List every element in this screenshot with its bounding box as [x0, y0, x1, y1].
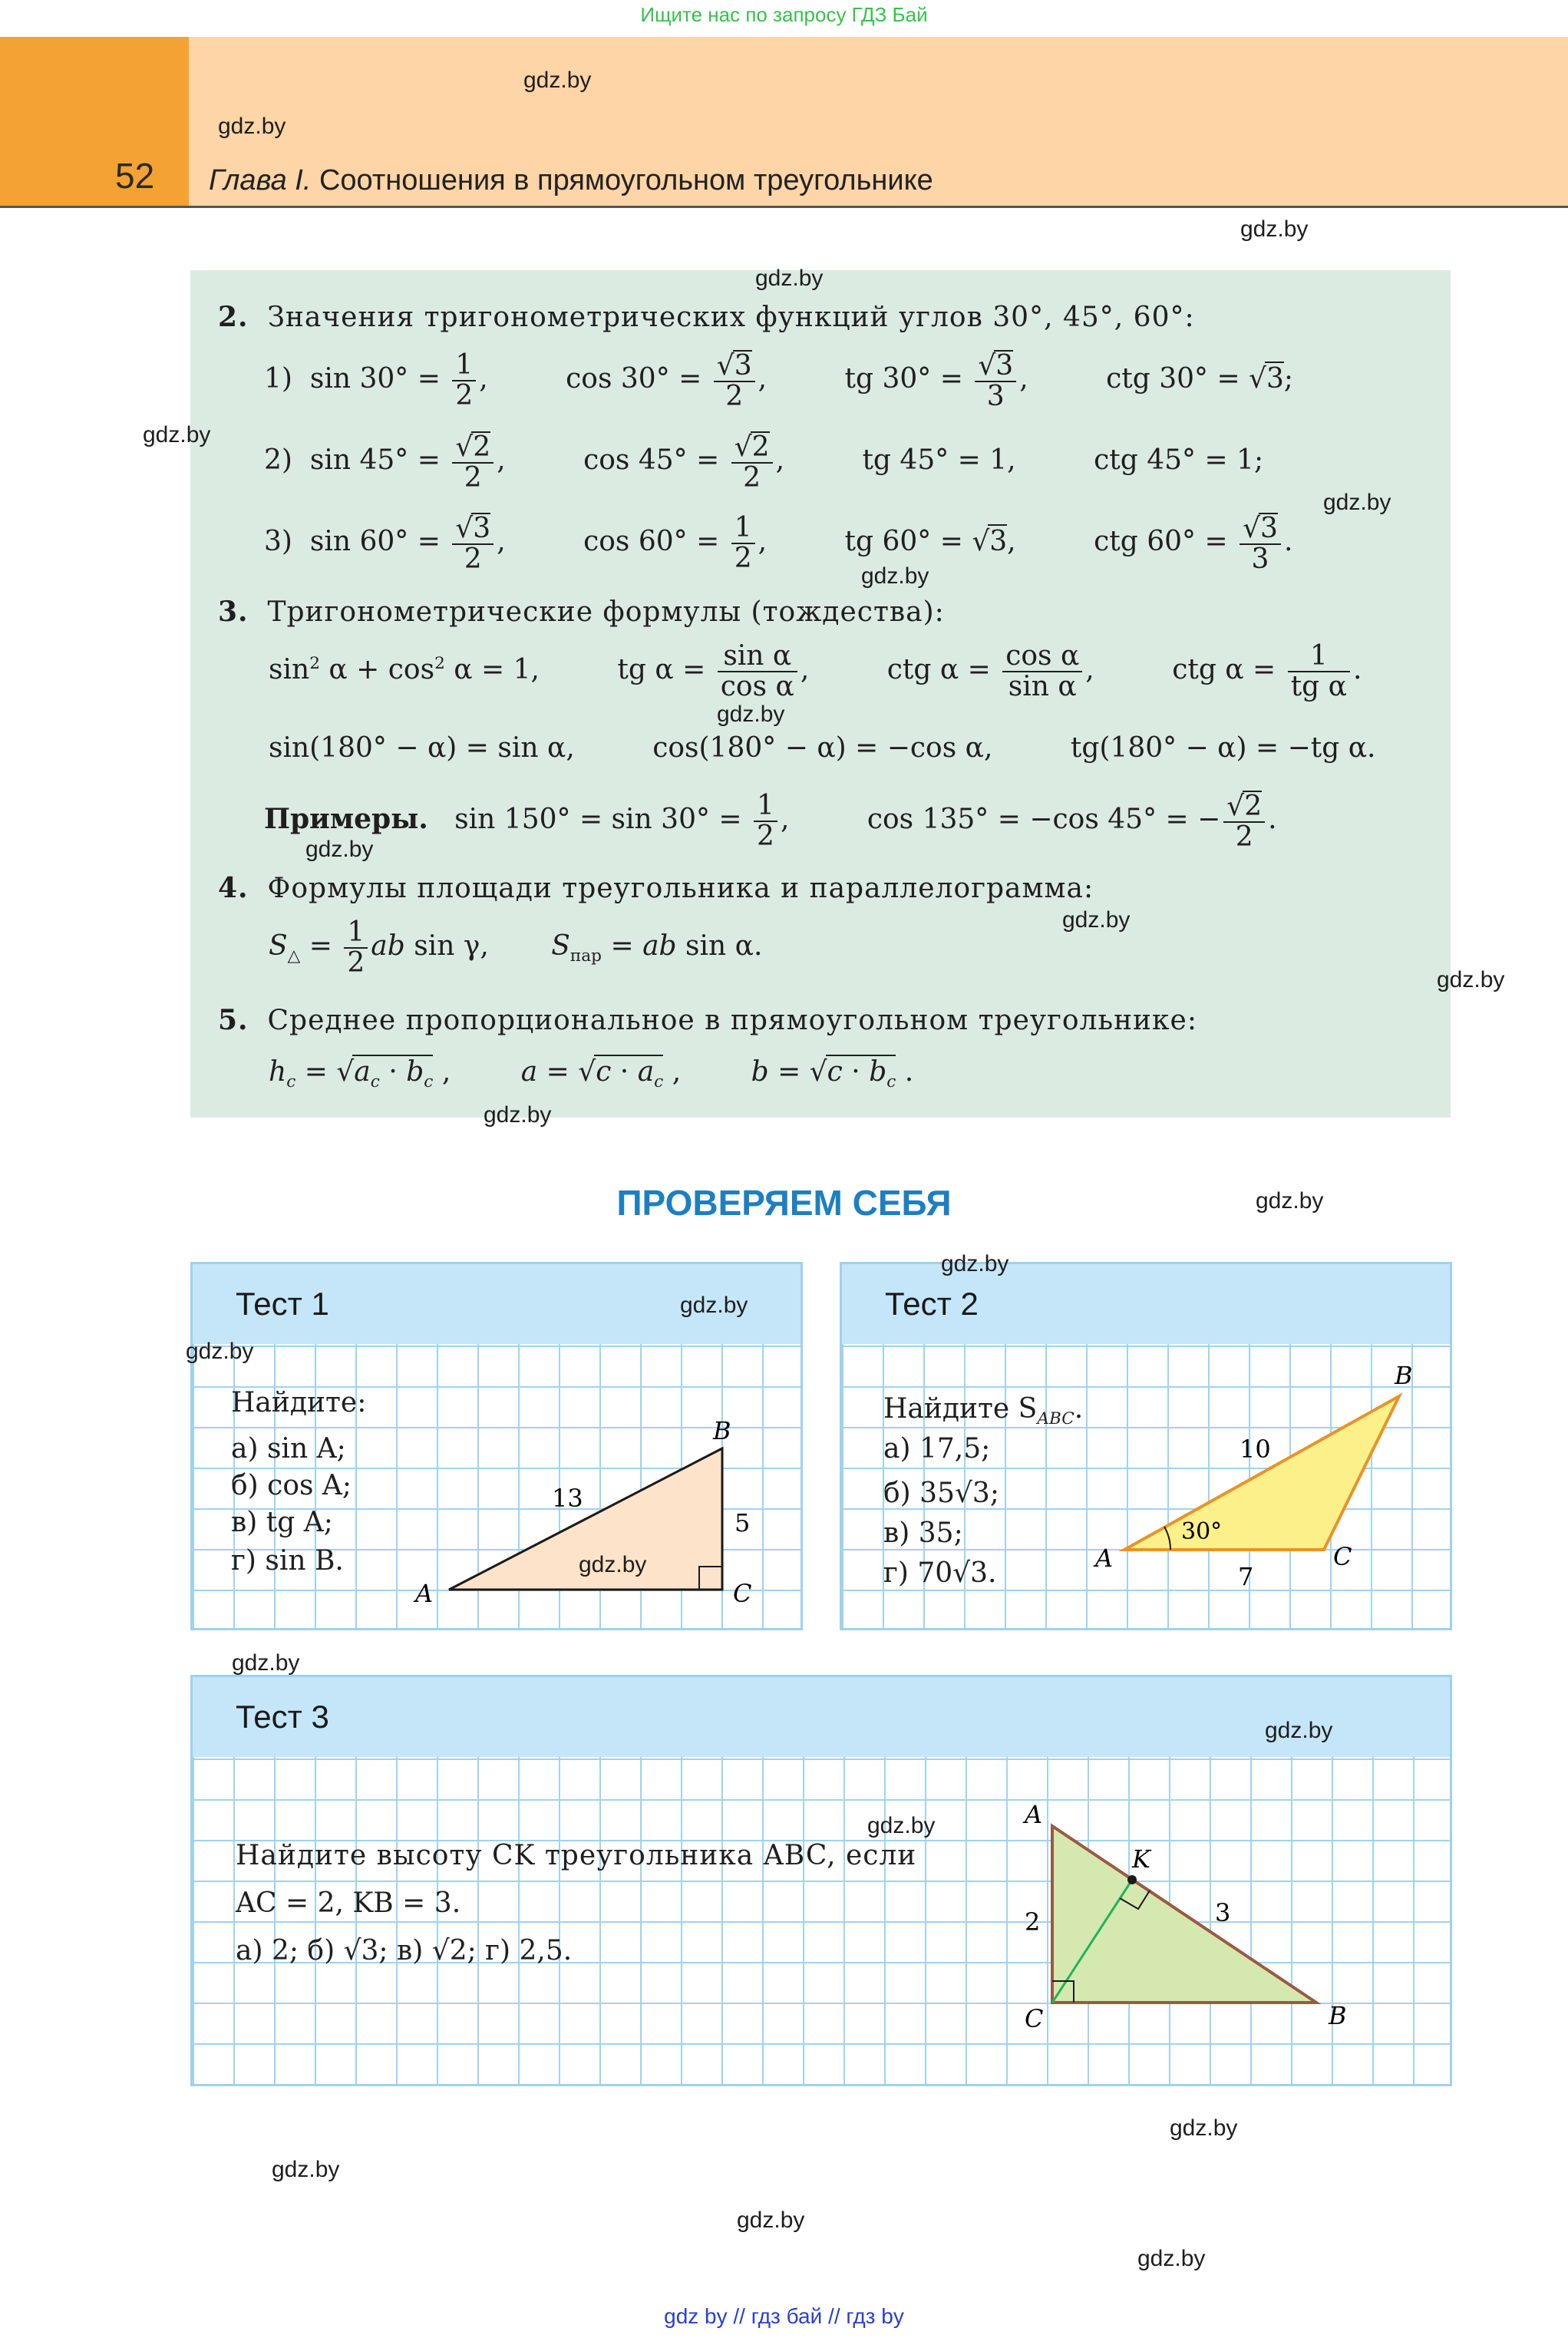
trig-row-60: 3) sin 60° = $\frac{√3}{2}$ , cos 60° = $\frac{1}{2}$ , tg 60° = √3, ctg 60° = $\frac{√3}{3}$ . [264, 512, 1293, 575]
label-b: B [713, 1416, 731, 1445]
chapter-name: Соотношения в прямоугольном треугольнике [319, 164, 933, 196]
trig-row-30: 1) sin 30° = $\frac{1}{2}$ , cos 30° = $\frac{√3}{2}$ , tg 30° = $\frac{√3}{3}$ , ctg 30° = √3; [264, 349, 1294, 412]
test-3-options[interactable]: а) 2; б) √3; в) √2; г) 2,5. [236, 1935, 573, 1966]
item-3-heading: 3. Тригонометрические формулы (тождества): [218, 596, 945, 628]
triangle-abc [1124, 1396, 1399, 1550]
label-b: B [1395, 1361, 1413, 1390]
chapter-title [209, 164, 933, 197]
label-c: C [733, 1579, 752, 1608]
test-3-title: Тест 3 [236, 1699, 329, 1735]
test-2-title: Тест 2 [885, 1286, 979, 1322]
chapter-label: Глава I. [209, 164, 312, 196]
label-ac: 7 [1238, 1562, 1254, 1591]
test-2-triangle-figure [842, 1264, 1454, 1633]
label-a: A [415, 1579, 434, 1608]
test-1-option-a[interactable]: а) sin A; [231, 1433, 346, 1465]
mean-proportional: $h_c = √a_c \cdot b_c$ , $a = √c \cdot a_c$ , $b = √c \cdot b_c$ . [269, 1056, 914, 1092]
examples-row: Примеры. sin 150° = sin 30° = $\frac{1}{2}$ , cos 135° = −cos 45° = − $\frac{√2}{2}$ . [264, 790, 1277, 853]
label-b: B [1329, 2001, 1347, 2030]
test-2-card [840, 1262, 1452, 1630]
watermark: gdz.by [737, 2208, 805, 2233]
watermark: gdz.by [1137, 2246, 1206, 2271]
label-hypotenuse: 13 [552, 1484, 583, 1513]
header-orange-block [0, 37, 189, 207]
test-1-triangle-figure [193, 1264, 805, 1633]
watermark: gdz.by [1240, 216, 1309, 242]
check-yourself-heading: ПРОВЕРЯЕМ СЕБЯ [616, 1183, 952, 1223]
label-c: C [1333, 1542, 1352, 1571]
label-c: C [1025, 2004, 1044, 2033]
identity-row-1: $\sin^2 \alpha + \cos^2 \alpha = 1$, tg α = $\frac{\text{sin α}}{\text{cos α}}$ , ctg α = $\frac{\text{cos α}}{\text{sin α}}$ , ctg α = $\frac{1}{\text{tg α}}$ . [269, 640, 1362, 702]
page-number: 52 [115, 156, 155, 196]
test-1-option-b[interactable]: б) cos A; [231, 1470, 352, 1501]
watermark: gdz.by [1062, 907, 1131, 933]
label-leg: 5 [734, 1508, 751, 1537]
watermark: gdz.by [143, 422, 211, 447]
header-rule [0, 206, 1568, 208]
test-3-question-line-2: AC = 2, KB = 3. [236, 1887, 461, 1919]
label-angle: 30° [1181, 1518, 1223, 1545]
item-5-heading: 5. Среднее пропорциональное в прямоугольном треугольнике: [218, 1004, 1197, 1036]
test-1-option-d[interactable]: г) sin B. [231, 1545, 344, 1577]
watermark: gdz.by [755, 266, 824, 291]
watermark: gdz.by [861, 563, 929, 589]
top-banner[interactable]: Ищите нас по запросу ГДЗ Бай [640, 3, 928, 26]
examples-label: Примеры. [264, 802, 428, 835]
watermark: gdz.by [232, 1650, 300, 1676]
test-1-title: Тест 1 [236, 1286, 329, 1322]
label-a: A [1095, 1544, 1114, 1573]
test-2-option-a[interactable]: а) 17,5; [883, 1433, 991, 1465]
watermark: gdz.by [218, 114, 286, 139]
label-k: K [1132, 1844, 1150, 1874]
watermark: gdz.by [523, 68, 592, 93]
label-ab: 10 [1240, 1435, 1271, 1464]
watermark: gdz.by [484, 1102, 552, 1128]
item-2-heading: 2. Значения тригонометрических функций углов 30°, 45°, 60°: [218, 301, 1195, 333]
watermark: gdz.by [680, 1293, 748, 1318]
watermark: gdz.by [186, 1339, 254, 1364]
trig-row-45: 2) sin 45° = $\frac{√2}{2}$ , cos 45° = $\frac{√2}{2}$ , tg 45° = 1, ctg 45° = 1; [264, 431, 1264, 494]
label-ac: 2 [1025, 1907, 1041, 1937]
label-a: A [1025, 1800, 1043, 1829]
watermark: gdz.by [1265, 1718, 1333, 1743]
watermark: gdz.by [941, 1251, 1009, 1276]
watermark: gdz.by [1323, 490, 1391, 515]
point-k [1127, 1875, 1137, 1884]
area-formulas: $S_\triangle$ = $\frac{1}{2}$ ab sin γ, $S_{пар}$ = ab sin α. [269, 916, 763, 979]
bottom-links[interactable]: gdz by // гдз бай // гдз by [664, 2304, 904, 2328]
test-3-question-line-1: Найдите высоту CK треугольника ABC, если [236, 1840, 917, 1871]
watermark: gdz.by [579, 1552, 647, 1577]
watermark: gdz.by [867, 1813, 936, 1838]
item-4-heading: 4. Формулы площади треугольника и параллелограмма: [218, 872, 1094, 904]
test-2-option-c[interactable]: в) 35; [883, 1517, 963, 1549]
watermark: gdz.by [305, 837, 374, 862]
test-3-card [190, 1675, 1452, 2086]
test-1-prompt: Найдите: [231, 1387, 367, 1418]
watermark: gdz.by [1170, 2115, 1238, 2141]
watermark: gdz.by [1256, 1188, 1324, 1214]
test-2-prompt: Найдите $S_{ABC}$. [883, 1393, 1084, 1429]
triangle-abc [1052, 1826, 1316, 2003]
watermark: gdz.by [717, 702, 785, 727]
test-2-option-d[interactable]: г) 70√3. [883, 1557, 997, 1589]
test-2-option-b[interactable]: б) 35√3; [883, 1478, 999, 1509]
test-1-option-c[interactable]: в) tg A; [231, 1507, 333, 1538]
label-kb: 3 [1215, 1898, 1231, 1927]
identity-row-2: sin(180° − α) = sin α, cos(180° − α) = −cos α, tg(180° − α) = −tg α. [269, 732, 1376, 764]
watermark: gdz.by [272, 2157, 340, 2182]
watermark: gdz.by [1437, 967, 1505, 992]
